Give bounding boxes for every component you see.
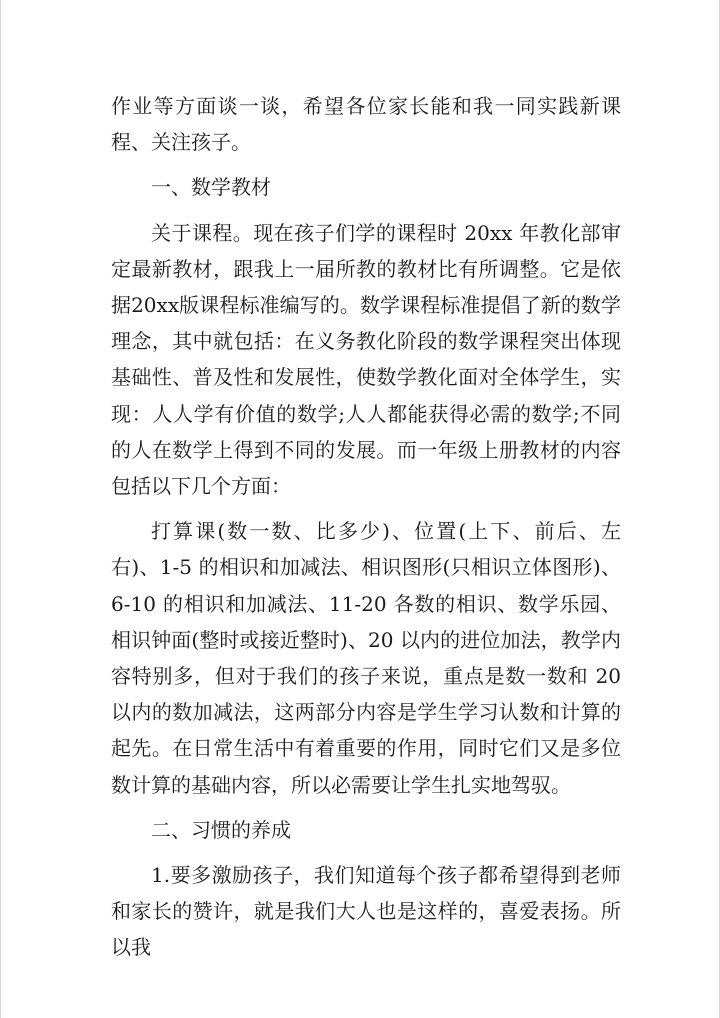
paragraph-intro-continuation: 作业等方面谈一谈，希望各位家长能和我一同实践新课程、关注孩子。	[111, 94, 621, 155]
section-heading-habits: 二、习惯的养成	[151, 817, 291, 842]
paragraph-textbook-contents: 打算课(数一数、比多少)、位置(上下、前后、左右)、1-5 的相识和加减法、相识图形(只相识立体图形)、6-10 的相识和加减法、11-20 各数的相识、数学乐园、相识钟面(整时或接近整时)、20 以内的进位加法，教学内容特别多，但对于我们的孩子来说，重点是数一数和 20 以内的数加减法，这两部分内容是学生学习认数和计算的起先。在日常生活中有着重要的作用，同时它们又是多位数计算的基础内容，所以必需要让学生扎实地驾驭。	[111, 519, 621, 797]
paragraph-about-curriculum: 关于课程。现在孩子们学的课程时 20xx 年教化部审定最新教材，跟我上一届所教的教材比有所调整。它是依据20xx版课程标准编写的。数学课程标准提倡了新的数学理念，其中就包括：在义务教化阶段的数学课程突出体现基础性、普及性和发展性，使数学教化面对全体学生，实现：人人学有价值的数学;人人都能获得必需的数学;不同的人在数学上得到不同的发展。而一年级上册教材的内容包括以下几个方面：	[111, 220, 621, 499]
document-body	[111, 88, 621, 966]
section-heading-math-textbook: 一、数学教材	[151, 175, 271, 200]
paragraph-encourage-children: 1.要多激励孩子，我们知道每个孩子都希望得到老师和家长的赞许，就是我们大人也是这样的，喜爱表扬。所以我	[111, 863, 621, 960]
